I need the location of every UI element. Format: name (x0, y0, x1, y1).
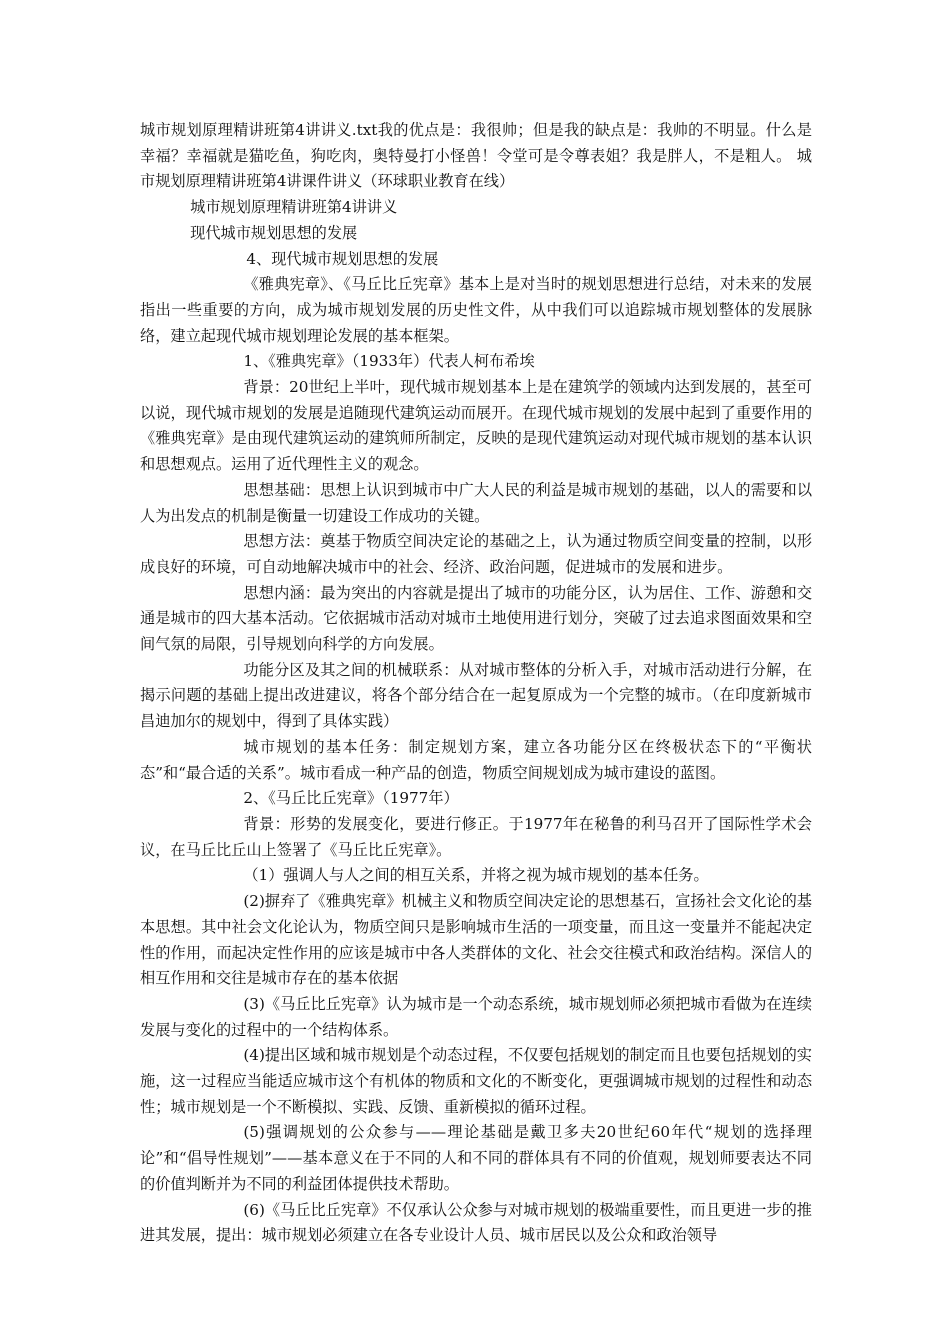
body-paragraph: 背景：形势的发展变化，要进行修正。于1977年在秘鲁的利马召开了国际性学术会议，在马丘比丘山上签署了《马丘比丘宪章》。 (140, 814, 812, 859)
body-paragraph: 思想基础：思想上认识到城市中广大人民的利益是城市规划的基础，以人的需要和以人为出发点的机制是衡量一切建设工作成功的关键。 (140, 480, 812, 525)
body-paragraph: 城市规划的基本任务：制定规划方案，建立各功能分区在终极状态下的“平衡状态”和“最合适的关系”。城市看成一种产品的创造，物质空间规划成为城市建设的蓝图。 (140, 737, 812, 782)
chapter-title: 现代城市规划思想的发展 (190, 223, 358, 242)
list-item: (2)摒弃了《雅典宪章》机械主义和物质空间决定论的思想基石，宣扬社会文化论的基本思想。其中社会文化论认为，物质空间只是影响城市生活的一项变量，而且这一变量并不能起决定性的作用，而起决定性作用的应该是城市中各人类群体的文化、社会交往模式和政治结构。深信人的相互作用和交往是城市存在的基本依据 (140, 892, 812, 988)
list-item: (4)提出区域和城市规划是个动态过程，不仅要包括规划的制定而且也要包括规划的实施，这一过程应当能适应城市这个有机体的物质和文化的不断变化，更强调城市规划的过程性和动态性；城市规划是一个不断模拟、实践、反馈、重新模拟的循环过程。 (140, 1046, 812, 1116)
body-paragraph: 《雅典宪章》、《马丘比丘宪章》基本上是对当时的规划思想进行总结，对未来的发展指出一些重要的方向，成为城市规划发展的历史性文件，从中我们可以追踪城市规划整体的发展脉络，建立起现代城市规划理论发展的基本框架。 (140, 275, 812, 345)
subsection-heading-machu-picchu: 2、《马丘比丘宪章》（1977年） (243, 789, 459, 808)
list-item: (6)《马丘比丘宪章》不仅承认公众参与对城市规划的极端重要性，而且更进一步的推进其发展，提出：城市规划必须建立在各专业设计人员、城市居民以及公众和政治领导 (140, 1200, 812, 1245)
body-paragraph: 背景：20世纪上半叶，现代城市规划基本上是在建筑学的领域内达到发展的，甚至可以说，现代城市规划的发展是追随现代建筑运动而展开。在现代城市规划的发展中起到了重要作用的《雅典宪章》是由现代建筑运动的建筑师所制定，反映的是现代建筑运动对现代城市规划的基本认识和思想观点。运用了近代理性主义的观念。 (140, 378, 812, 474)
body-paragraph: 思想内涵：最为突出的内容就是提出了城市的功能分区，认为居住、工作、游憩和交通是城市的四大基本活动。它依据城市活动对城市土地使用进行划分，突破了过去追求图面效果和空间气氛的局限，引导规划向科学的方向发展。 (140, 583, 812, 654)
list-item: (3)《马丘比丘宪章》认为城市是一个动态系统，城市规划师必须把城市看做为在连续发展与变化的过程中的一个结构体系。 (140, 994, 812, 1039)
document-page (140, 118, 812, 1249)
list-item: (5)强调规划的公众参与——理论基础是戴卫多夫20世纪60年代“规划的选择理论”和“倡导性规划”——基本意义在于不同的人和不同的群体具有不同的价值观，规划师要表达不同的价值判断并为不同的利益团体提供技术帮助。 (140, 1123, 812, 1193)
lecture-title: 城市规划原理精讲班第4讲讲义 (190, 198, 398, 217)
section-heading: 4、现代城市规划思想的发展 (246, 249, 439, 268)
subsection-heading-athens: 1、《雅典宪章》（1933年）代表人柯布希埃 (243, 352, 535, 371)
list-item: （1）强调人与人之间的相互关系，并将之视为城市规划的基本任务。 (243, 866, 709, 885)
intro-paragraph: 城市规划原理精讲班第4讲讲义.txt我的优点是：我很帅；但是我的缺点是：我帅的不明显。什么是幸福？幸福就是猫吃鱼，狗吃肉，奥特曼打小怪兽！令堂可是令尊表姐？我是胖人，不是粗人。 城市规划原理精讲班第4讲课件讲义（环球职业教育在线） (140, 121, 812, 191)
body-paragraph: 功能分区及其之间的机械联系：从对城市整体的分析入手，对城市活动进行分解，在揭示问题的基础上提出改进建议，将各个部分结合在一起复原成为一个完整的城市。（在印度新城市昌迪加尔的规划中，得到了具体实践） (140, 660, 812, 731)
body-paragraph: 思想方法：奠基于物质空间决定论的基础之上，认为通过物质空间变量的控制，以形成良好的环境，可自动地解决城市中的社会、经济、政治问题，促进城市的发展和进步。 (140, 532, 812, 576)
